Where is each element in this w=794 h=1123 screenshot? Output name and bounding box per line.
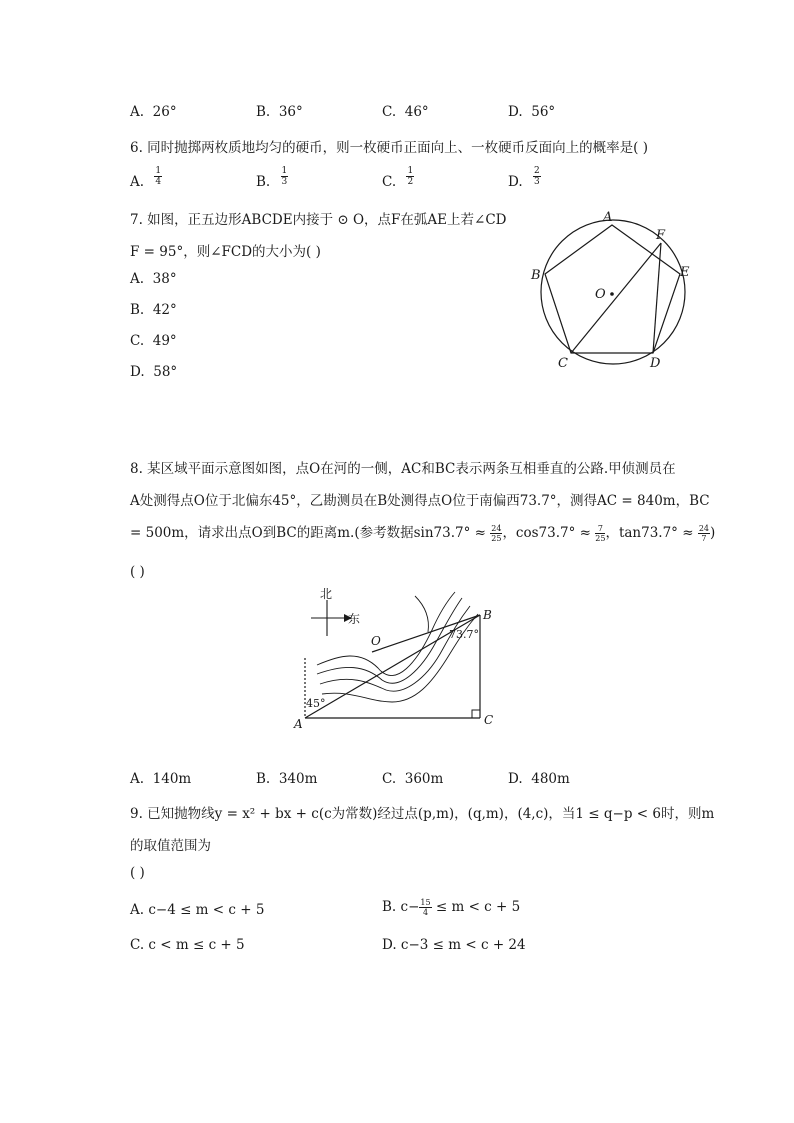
q8-answer-blank: ( ) — [130, 564, 145, 580]
label-a: A — [294, 717, 303, 731]
river-bank-line3 — [320, 606, 470, 691]
q8-line3: = 500m，请求出点O到BC的距离m.(参考数据sin73.7° ≈ $\frac{24}{25}$ ，cos73.7° ≈ $\frac{7}{25}$ ，tan73.7° ≈ $\frac{24}{7}$ ) — [130, 524, 716, 543]
label-c: C — [558, 356, 568, 371]
q6-option-d: D. $\frac{2}{3}$ — [508, 166, 540, 190]
label-b: B — [531, 268, 541, 283]
label-north: 北 — [320, 587, 333, 601]
q7-stem-line1: 7. 如图，正五边形ABCDE内接于 ⊙ O，点F在弧AE上若∠CD — [130, 212, 507, 228]
q5-option-c: C. 46° — [382, 104, 429, 120]
segment-df — [653, 243, 661, 353]
segment-cf — [571, 243, 661, 353]
q8-line2: A处测得点O位于北偏东45°，乙勘测员在B处测得点O位于南偏西73.7°，测得AC = 840m，BC — [130, 493, 710, 509]
q7-option-a: A. 38° — [130, 271, 177, 287]
label-d: D — [650, 356, 661, 371]
q8-figure-map — [290, 580, 505, 735]
q7-option-c: C. 49° — [130, 333, 177, 349]
q7-stem-line2: F = 95°，则∠FCD的大小为( ) — [130, 244, 321, 260]
q7-option-d: D. 58° — [130, 364, 178, 380]
q5-option-b: B. 36° — [256, 104, 303, 120]
q8-line1: 8. 某区域平面示意图如图，点O在河的一侧，AC和BC表示两条互相垂直的公路.甲侦测员在 — [130, 461, 676, 477]
q6-option-b: B. $\frac{1}{3}$ — [256, 166, 288, 190]
q7-figure-pentagon — [525, 205, 695, 375]
angle-45: 45° — [306, 697, 326, 710]
label-c: C — [484, 713, 494, 727]
q8-option-d: D. 480m — [508, 771, 570, 787]
q9-line1: 9. 已知抛物线y = x² + bx + c(c为常数)经过点(p,m)，(q,m)，(4,c)，当1 ≤ q−p < 6时，则m — [130, 806, 715, 822]
q9-option-b: B. c− $\frac{15}{4}$ ≤ m < c + 5 — [382, 898, 521, 917]
q6-option-a: A. $\frac{1}{4}$ — [130, 166, 162, 190]
q8-option-c: C. 360m — [382, 771, 444, 787]
label-o: O — [371, 634, 381, 648]
q9-option-a: A. c−4 ≤ m < c + 5 — [130, 902, 265, 918]
q6-stem: 6. 同时抛掷两枚质地均匀的硬币，则一枚硬币正面向上、一枚硬币反面向上的概率是( ) — [130, 140, 648, 156]
river-bank-line2 — [317, 598, 462, 683]
q9-answer-blank: ( ) — [130, 865, 145, 881]
q9-line2: 的取值范围为 — [130, 838, 211, 854]
label-b: B — [483, 608, 492, 622]
q8-option-a: A. 140m — [130, 771, 192, 787]
label-a: A — [603, 210, 613, 225]
q5-option-d: D. 56° — [508, 104, 556, 120]
q7-option-b: B. 42° — [130, 302, 177, 318]
right-angle-mark — [472, 710, 480, 718]
label-f: F — [656, 228, 666, 243]
label-e: E — [680, 265, 690, 280]
label-o: O — [595, 287, 606, 302]
q6-option-c: C. $\frac{1}{2}$ — [382, 166, 414, 190]
q8-option-b: B. 340m — [256, 771, 318, 787]
river-bend-upper — [415, 596, 428, 632]
angle-73-7: 73.7° — [449, 628, 479, 641]
q9-option-c: C. c < m ≤ c + 5 — [130, 937, 245, 953]
center-point-o — [610, 292, 614, 296]
label-east: 东 — [348, 612, 361, 626]
q5-option-a: A. 26° — [130, 104, 177, 120]
q9-option-d: D. c−3 ≤ m < c + 24 — [382, 937, 526, 953]
